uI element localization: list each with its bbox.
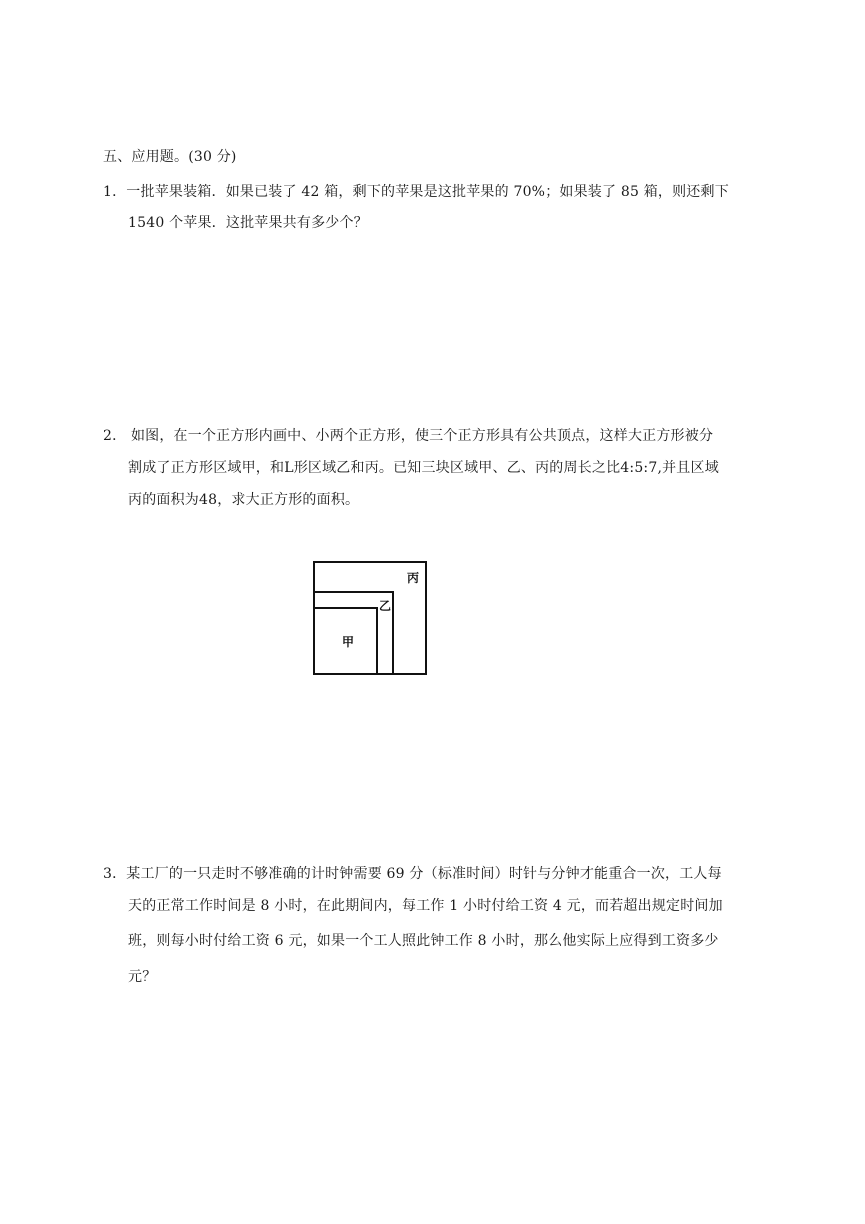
question-2-line-2: 割成了正方形区域甲，和L形区域乙和丙。已知三块区域甲、乙、丙的周长之比4:5:7,并且区域: [128, 460, 719, 476]
nested-squares-svg: [310, 560, 430, 680]
nested-squares-figure: [310, 560, 430, 680]
section-title: 五、应用题。(30 分): [103, 149, 237, 165]
region-label-jia: 甲: [342, 635, 355, 649]
question-1-line-1: 1．一批苹果装箱．如果已装了 42 箱，剩下的苹果是这批苹果的 70%；如果装了 85 箱，则还剩下: [103, 184, 729, 200]
question-3-line-2: 天的正常工作时间是 8 小时，在此期间内，每工作 1 小时付给工资 4 元，而若超出规定时间加: [128, 898, 723, 914]
question-3-line-4: 元？: [128, 969, 157, 985]
question-1-line-2: 1540 个苹果．这批苹果共有多少个？: [128, 215, 368, 231]
question-2-line-3: 丙的面积为48，求大正方形的面积。: [128, 492, 360, 508]
question-3-line-1: 3．某工厂的一只走时不够准确的计时钟需要 69 分（标准时间）时针与分钟才能重合一次，工人每: [103, 866, 722, 882]
question-2-line-1: 2． 如图，在一个正方形内画中、小两个正方形，使三个正方形具有公共顶点，这样大正方形被分: [103, 428, 714, 444]
question-3-line-3: 班，则每小时付给工资 6 元，如果一个工人照此钟工作 8 小时，那么他实际上应得到工资多少: [128, 933, 719, 949]
region-label-yi: 乙: [379, 599, 392, 613]
region-label-bing: 丙: [407, 571, 420, 585]
